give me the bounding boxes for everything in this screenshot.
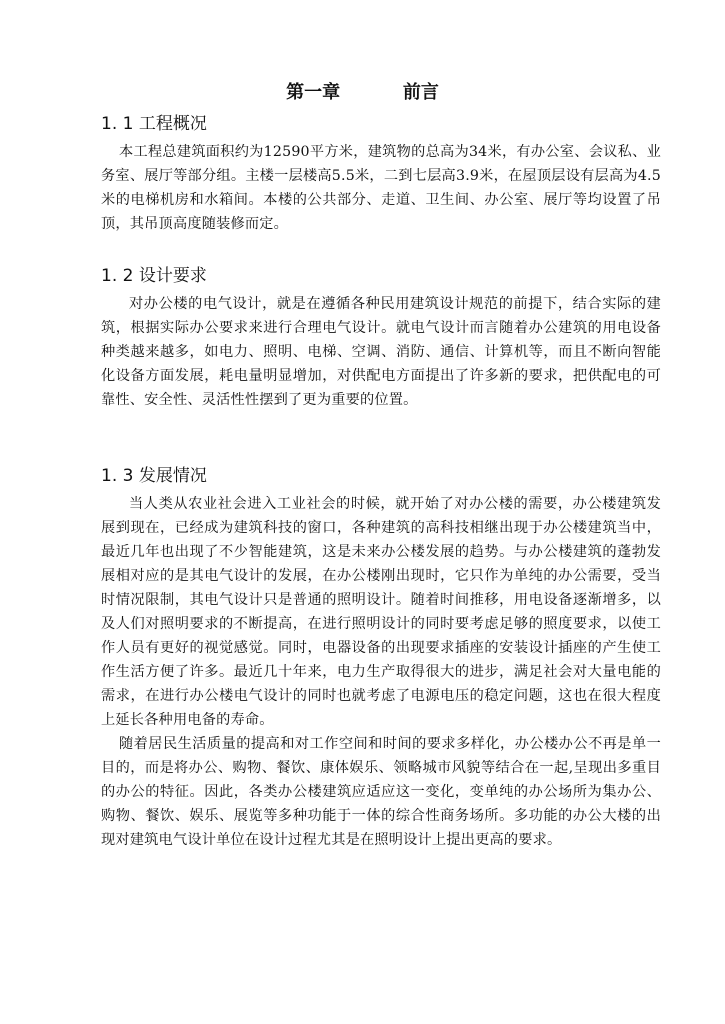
paragraph: 本工程总建筑面积约为12590平方米，建筑物的总高为34米，有办公室、会议私、业务室、展厅等部分组。主楼一层楼高5.5米，二到七层高3.9米，在屋顶层设有层高为4.5米的电梯机房和水箱间。本楼的公共部分、走道、卫生间、办公室、展厅等均设置了吊顶，其吊顶高度随装修而定。 <box>101 144 661 232</box>
section-heading: 1. 1 工程概况 <box>101 114 207 134</box>
section-development <box>101 464 661 852</box>
paragraph: 当人类从农业社会进入工业社会的时候，就开始了对办公楼的需要，办公楼建筑发展到现在，已经成为建筑科技的窗口，各种建筑的高科技相继出现于办公楼建筑当中，最近几年也出现了不少智能建筑，这是未来办公楼发展的趋势。与办公楼建筑的蓬勃发展相对应的是其电气设计的发展，在办公楼刚出现时，它只作为单纯的办公需要，受当时情况限制，其电气设计只是普通的照明设计。随着时间推移，用电设备逐渐增多，以及人们对照明要求的不断提高，在进行照明设计的同时要考虑足够的照度要求，以使工作人员有更好的视觉感觉。同时，电器设备的出现要求插座的安装设计插座的产生使工作生活方便了许多。最近几十年来，电力生产取得很大的进步，满足社会对大量电能的需求，在进行办公楼电气设计的同时也就考虑了电源电压的稳定问题，这也在很大程度上延长各种用电备的寿命。 <box>101 496 661 728</box>
paragraph: 对办公楼的电气设计，就是在遵循各种民用建筑设计规范的前提下，结合实际的建筑，根据实际办公要求来进行合理电气设计。就电气设计而言随着办公建筑的用电设备种类越来越多，如电力、照明、电梯、空调、消防、通信、计算机等，而且不断向智能化设备方面发展，耗电量明显增加，对供配电方面提出了许多新的要求，把供配电的可靠性、安全性、灵活性性摆到了更为重要的位置。 <box>101 296 661 408</box>
section-project-overview <box>101 112 661 236</box>
section-design-requirements <box>101 264 661 412</box>
section-heading: 1. 3 发展情况 <box>101 466 207 486</box>
section-heading: 1. 2 设计要求 <box>101 266 207 286</box>
chapter-title: 第一章 前言 <box>286 82 439 103</box>
paragraph: 随着居民生活质量的提高和对工作空间和时间的要求多样化，办公楼办公不再是单一目的，而是将办公、购物、餐饮、康体娱乐、领略城市风貌等结合在一起,呈现出多重目的办公的特征。因此，各类办公楼建筑应适应这一变化，变单纯的办公场所为集办公、购物、餐饮、娱乐、展览等多种功能于一体的综合性商务场所。多功能的办公大楼的出现对建筑电气设计单位在设计过程尤其是在照明设计上提出更高的要求。 <box>101 736 661 848</box>
